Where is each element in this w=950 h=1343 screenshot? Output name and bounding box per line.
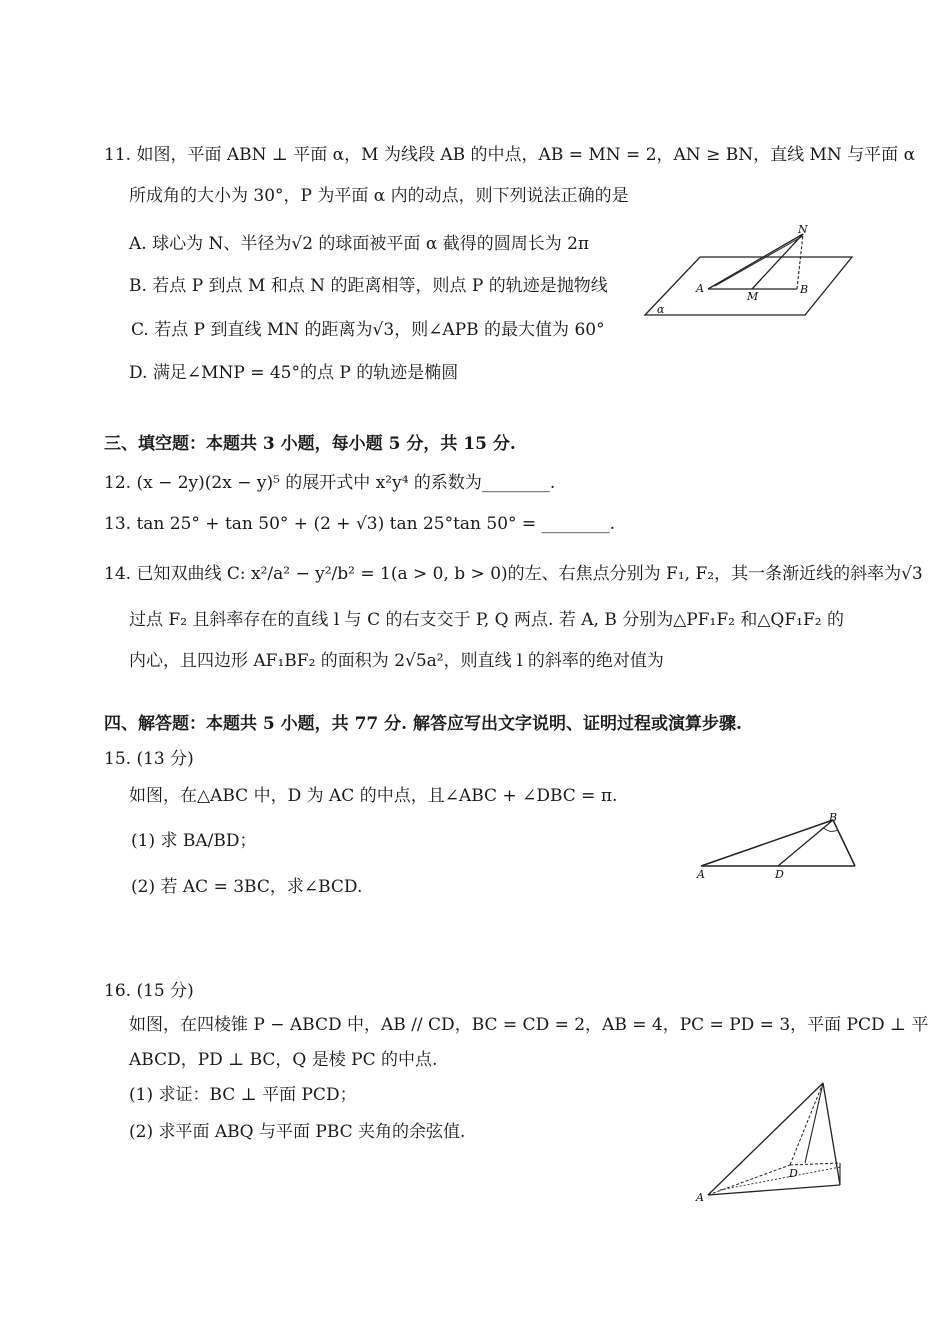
q14-line3: 内心，且四边形 AF₁BF₂ 的面积为 2√5a²，则直线 l 的斜率的绝对值为 [129, 651, 664, 671]
label-a: A [697, 868, 705, 881]
label-b: B [800, 283, 809, 296]
segment-ab [701, 820, 833, 866]
edge-pc [805, 1083, 823, 1163]
q15-part2: (2) 若 AC = 3BC，求∠BCD. [131, 877, 363, 897]
q13-text: 13. tan 25° + tan 50° + (2 + √3) tan 25°tan 50° = ________. [104, 514, 615, 534]
label-n: N [798, 223, 808, 236]
edge-pb [823, 1083, 840, 1185]
q16-stem-line2: ABCD，PD ⊥ BC，Q 是棱 PC 的中点. [129, 1050, 438, 1070]
q16-part1: (1) 求证：BC ⊥ 平面 PCD； [129, 1085, 357, 1105]
label-d: D [775, 868, 784, 881]
q11-option-d: D. 满足∠MNP = 45°的点 P 的轨迹是椭圆 [129, 363, 459, 383]
segment-bd [778, 820, 833, 866]
segment-an-inner [715, 236, 803, 286]
edge-pa [708, 1083, 823, 1195]
q15-header: 15. (13 分) [104, 749, 194, 769]
label-m: M [747, 290, 759, 303]
q15-stem: 如图，在△ABC 中，D 为 AC 的中点，且∠ABC + ∠DBC = π. [129, 786, 618, 806]
q15-figure [695, 812, 860, 884]
section4-heading: 四、解答题：本题共 5 小题，共 77 分. 解答应写出文字说明、证明过程或演算步骤. [104, 714, 742, 734]
q11-option-c: C. 若点 P 到直线 MN 的距离为√3，则∠APB 的最大值为 60° [131, 320, 605, 340]
q16-header: 16. (15 分) [104, 981, 194, 1001]
q11-line1: 11. 如图，平面 ABN ⊥ 平面 α，M 为线段 AB 的中点，AB = MN = 2，AN ≥ BN，直线 MN 与平面 α [104, 145, 916, 165]
q12-text: 12. (x − 2y)(2x − y)⁵ 的展开式中 x²y⁴ 的系数为________. [104, 473, 556, 493]
q16-figure [690, 1075, 860, 1205]
label-a: A [696, 1191, 704, 1204]
q15-part1: (1) 求 BA/BD； [131, 831, 257, 851]
q14-line1: 14. 已知双曲线 C: x²/a² − y²/b² = 1(a > 0, b > 0)的左、右焦点分别为 F₁, F₂，其一条渐近线的斜率为√3 [104, 564, 923, 584]
q11-line2: 所成角的大小为 30°，P 为平面 α 内的动点，则下列说法正确的是 [129, 186, 629, 206]
label-alpha: α [657, 303, 665, 316]
q11-option-b: B. 若点 P 到点 M 和点 N 的距离相等，则点 P 的轨迹是抛物线 [129, 276, 608, 296]
triangle-diagram [695, 812, 860, 884]
plane-diagram [640, 222, 860, 322]
segment-bc [833, 820, 855, 866]
q11-figure [640, 222, 860, 322]
section3-heading: 三、填空题：本题共 3 小题，每小题 5 分，共 15 分. [104, 434, 516, 454]
edge-pd [790, 1083, 823, 1165]
q16-stem-line1: 如图，在四棱锥 P − ABCD 中，AB // CD，BC = CD = 2，AB = 4，PC = PD = 3，平面 PCD ⊥ 平 [129, 1015, 929, 1035]
segment-mn [752, 234, 803, 289]
edge-ad [708, 1165, 790, 1195]
label-a: A [696, 282, 704, 295]
segment-an [708, 234, 803, 289]
q11-option-a: A. 球心为 N、半径为√2 的球面被平面 α 截得的圆周长为 2π [129, 234, 590, 254]
label-d: D [789, 1167, 798, 1180]
q16-part2: (2) 求平面 ABQ 与平面 PBC 夹角的余弦值. [129, 1122, 466, 1142]
pyramid-diagram [690, 1075, 860, 1205]
segment-bn [797, 234, 803, 289]
label-b: B [829, 812, 838, 824]
edge-ab [708, 1185, 840, 1195]
q14-line2: 过点 F₂ 且斜率存在的直线 l 与 C 的右支交于 P, Q 两点. 若 A, B 分别为△PF₁F₂ 和△QF₁F₂ 的 [129, 610, 844, 630]
edge-dc [790, 1163, 840, 1165]
angle-mark-b [823, 827, 838, 831]
